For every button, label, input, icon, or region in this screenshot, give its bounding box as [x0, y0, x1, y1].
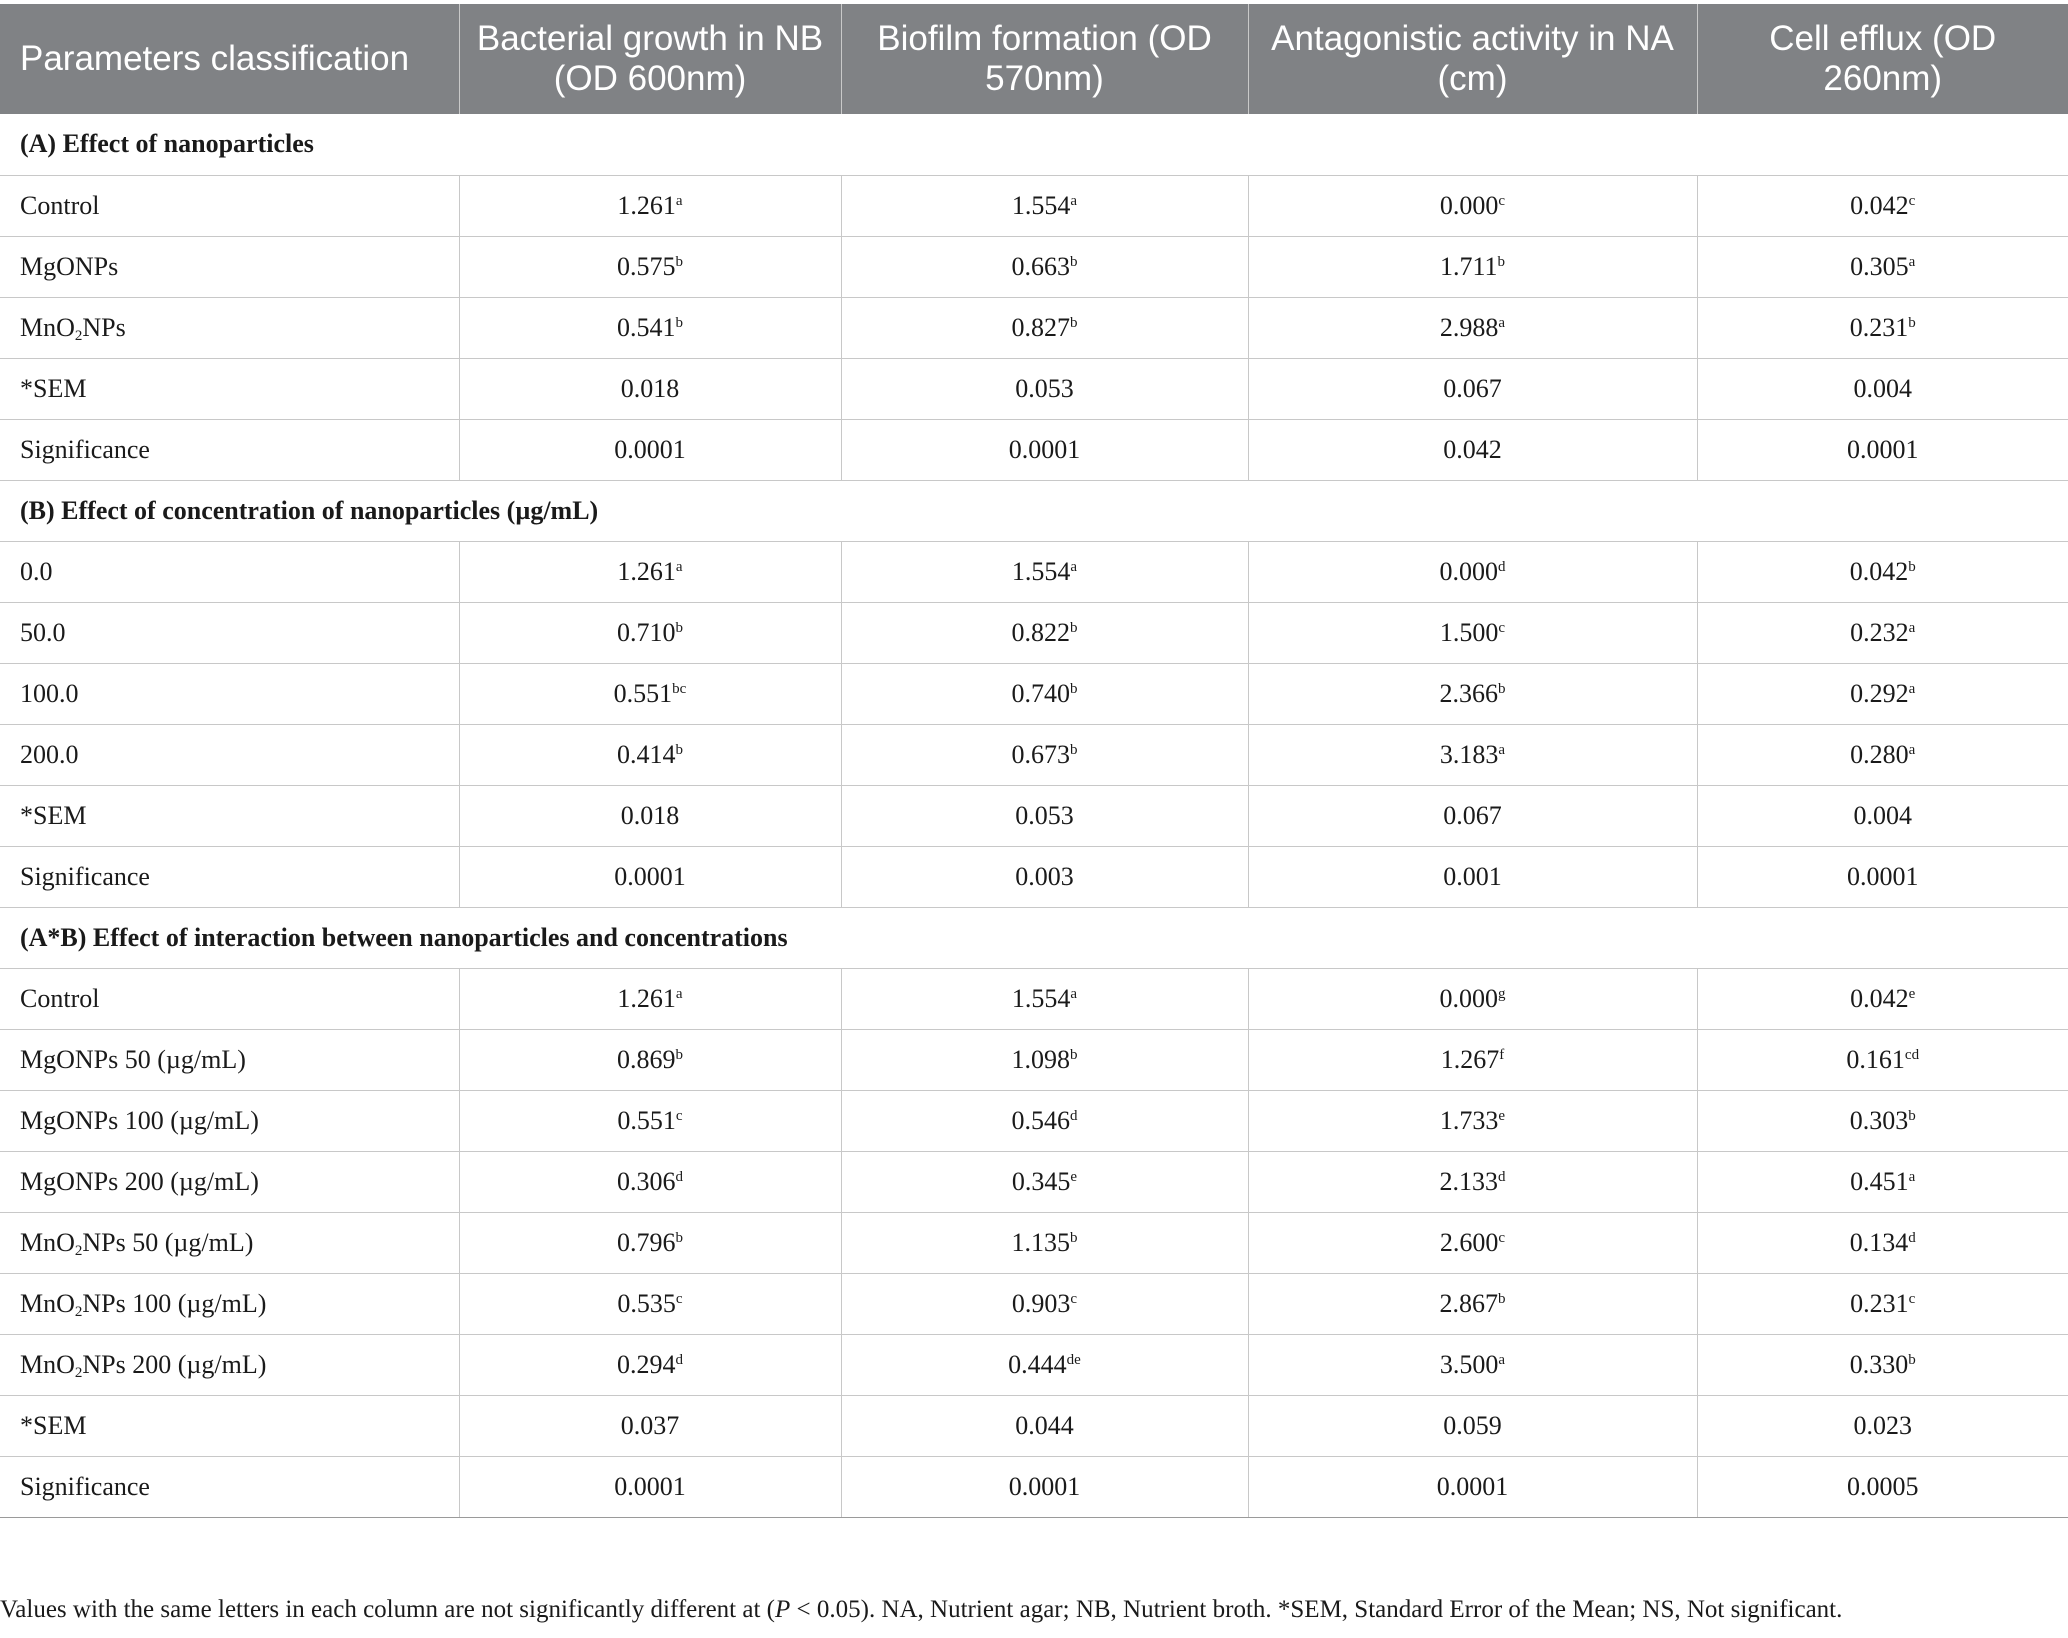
cell-value: 0.0001 [614, 861, 686, 891]
header-cell-efflux: Cell efflux (OD 260nm) [1697, 4, 2068, 114]
significance-letter: a [1498, 314, 1506, 331]
significance-letter: a [1070, 192, 1078, 209]
value-cell [841, 419, 1248, 480]
table-body [0, 114, 2068, 1517]
value-cell [1697, 1273, 2068, 1334]
cell-value: 0.001 [1443, 861, 1502, 891]
significance-letter: b [1908, 558, 1916, 575]
footnote-text-before: Values with the same letters in each column are not significantly different at ( [0, 1596, 775, 1623]
significance-letter: c [675, 1290, 683, 1307]
cell-value: 0.231 [1850, 1288, 1909, 1318]
cell-value: 0.827 [1011, 312, 1070, 342]
value-cell [1697, 602, 2068, 663]
table-row [0, 236, 2068, 297]
significance-letter: c [1908, 192, 1916, 209]
value-cell [1248, 541, 1697, 602]
cell-value: 1.098 [1011, 1044, 1070, 1074]
significance-letter: b [675, 741, 683, 758]
significance-letter: b [1498, 1290, 1506, 1307]
row-label [0, 1334, 459, 1395]
value-cell [841, 846, 1248, 907]
value-cell [1248, 358, 1697, 419]
value-cell [1697, 1334, 2068, 1395]
significance-letter: d [675, 1351, 683, 1368]
cell-value: 0.067 [1443, 800, 1502, 830]
cell-value: 0.663 [1011, 251, 1070, 281]
value-cell [1248, 419, 1697, 480]
cell-value: 0.231 [1849, 312, 1909, 342]
row-label-text: NPs [82, 312, 126, 342]
table-row [0, 1456, 2068, 1517]
cell-value: 0.673 [1011, 739, 1070, 769]
value-cell [1697, 1151, 2068, 1212]
value-cell [1248, 1334, 1697, 1395]
row-label: 0.0 [0, 541, 459, 602]
value-cell [459, 663, 841, 724]
significance-letter: a [675, 192, 683, 209]
row-label-text: MnO [20, 1349, 75, 1379]
value-cell [841, 663, 1248, 724]
value-cell [1697, 419, 2068, 480]
value-cell [459, 1029, 841, 1090]
row-label-subscript: 2 [74, 1364, 83, 1381]
section-title: (B) Effect of concentration of nanoparticles (µg/mL) [0, 480, 2068, 541]
cell-value: 0.710 [617, 617, 676, 647]
header-antagonistic: Antagonistic activity in NA (cm) [1248, 4, 1697, 114]
cell-value: 0.551 [617, 1105, 676, 1135]
cell-value: 1.135 [1011, 1227, 1070, 1257]
value-cell [459, 236, 841, 297]
table-row [0, 663, 2068, 724]
value-cell [841, 785, 1248, 846]
significance-letter: e [1908, 985, 1916, 1002]
row-label-text: NPs 100 (µg/mL) [82, 1288, 267, 1318]
significance-letter: b [1908, 314, 1916, 331]
cell-value: 0.280 [1850, 739, 1909, 769]
significance-letter: b [1498, 680, 1506, 697]
value-cell [1248, 968, 1697, 1029]
table-row [0, 1029, 2068, 1090]
significance-letter: a [1498, 1351, 1506, 1368]
row-label: MgONPs 50 (µg/mL) [0, 1029, 459, 1090]
value-cell [841, 358, 1248, 419]
row-label: MgONPs [0, 236, 459, 297]
row-label: *SEM [0, 785, 459, 846]
cell-value: 0.053 [1015, 373, 1074, 403]
significance-letter: b [1908, 1107, 1916, 1124]
cell-value: 0.0001 [1008, 434, 1081, 464]
value-cell [1248, 1029, 1697, 1090]
significance-letter: d [675, 1168, 683, 1185]
cell-value: 0.004 [1853, 373, 1912, 403]
significance-letter: b [1070, 314, 1078, 331]
value-cell [841, 724, 1248, 785]
table-row [0, 1395, 2068, 1456]
significance-letter: bc [672, 680, 687, 697]
table-row [0, 602, 2068, 663]
row-label: 200.0 [0, 724, 459, 785]
row-label: Control [0, 968, 459, 1029]
cell-value: 1.261 [617, 556, 676, 586]
cell-value: 0.451 [1850, 1166, 1909, 1196]
cell-value: 1.711 [1439, 251, 1498, 281]
cell-value: 0.0001 [1847, 861, 1919, 891]
cell-value: 0.134 [1849, 1227, 1909, 1257]
value-cell [459, 541, 841, 602]
value-cell [841, 1090, 1248, 1151]
significance-letter: d [1498, 1168, 1506, 1185]
value-cell [1248, 846, 1697, 907]
significance-letter: d [1070, 1107, 1078, 1124]
significance-letter: b [1908, 1351, 1916, 1368]
table-row [0, 1151, 2068, 1212]
row-label: Significance [0, 846, 459, 907]
value-cell [459, 785, 841, 846]
cell-value: 0.305 [1850, 251, 1909, 281]
value-cell [1697, 785, 2068, 846]
row-label: MgONPs 100 (µg/mL) [0, 1090, 459, 1151]
cell-value: 0.042 [1849, 556, 1909, 586]
cell-value: 3.183 [1439, 739, 1499, 769]
cell-value: 0.822 [1011, 617, 1070, 647]
cell-value: 0.0001 [1847, 434, 1919, 464]
cell-value: 0.796 [617, 1227, 676, 1257]
value-cell [459, 1212, 841, 1273]
value-cell [1248, 602, 1697, 663]
value-cell [459, 419, 841, 480]
cell-value: 0.546 [1011, 1105, 1070, 1135]
header-row [0, 4, 2068, 114]
significance-letter: a [1908, 1168, 1916, 1185]
table-row [0, 846, 2068, 907]
significance-letter: b [675, 1046, 683, 1063]
significance-letter: b [1070, 619, 1078, 636]
cell-value: 0.345 [1011, 1166, 1071, 1196]
value-cell [1248, 663, 1697, 724]
cell-value: 2.366 [1439, 678, 1498, 708]
results-table [0, 4, 2068, 1518]
section-row [0, 907, 2068, 968]
value-cell [841, 1273, 1248, 1334]
value-cell [459, 1334, 841, 1395]
value-cell [1697, 297, 2068, 358]
significance-letter: c [1498, 1229, 1506, 1246]
significance-letter: a [1498, 741, 1506, 758]
table-row [0, 358, 2068, 419]
cell-value: 0.023 [1853, 1410, 1912, 1440]
table-row [0, 1090, 2068, 1151]
row-label-subscript: 2 [74, 1303, 83, 1320]
row-label: Significance [0, 419, 459, 480]
cell-value: 0.232 [1850, 617, 1909, 647]
row-label: Significance [0, 1456, 459, 1517]
cell-value: 2.600 [1439, 1227, 1499, 1257]
row-label: *SEM [0, 1395, 459, 1456]
row-label [0, 1273, 459, 1334]
cell-value: 0.000 [1439, 556, 1498, 586]
cell-value: 0.044 [1015, 1410, 1074, 1440]
cell-value: 0.042 [1443, 434, 1502, 464]
value-cell [1248, 1456, 1697, 1517]
value-cell [1697, 1395, 2068, 1456]
significance-letter: c [1498, 619, 1506, 636]
cell-value: 0.0001 [614, 1471, 686, 1501]
table-row [0, 419, 2068, 480]
cell-value: 0.414 [617, 739, 676, 769]
value-cell [841, 1212, 1248, 1273]
value-cell [841, 541, 1248, 602]
value-cell [459, 1395, 841, 1456]
significance-letter: a [1908, 619, 1916, 636]
row-label-subscript: 2 [74, 327, 83, 344]
value-cell [459, 175, 841, 236]
significance-letter: e [1070, 1168, 1078, 1185]
cell-value: 0.869 [617, 1044, 676, 1074]
section-title: (A) Effect of nanoparticles [0, 114, 2068, 175]
significance-letter: b [675, 314, 683, 331]
significance-letter: f [1499, 1046, 1505, 1063]
value-cell [1248, 175, 1697, 236]
cell-value: 0.306 [617, 1166, 676, 1196]
value-cell [1697, 236, 2068, 297]
row-label: MgONPs 200 (µg/mL) [0, 1151, 459, 1212]
significance-letter: a [1908, 253, 1916, 270]
cell-value: 2.867 [1439, 1288, 1498, 1318]
significance-letter: b [675, 1229, 683, 1246]
footnote-p-symbol: P [774, 1596, 791, 1623]
value-cell [841, 968, 1248, 1029]
value-cell [1697, 1212, 2068, 1273]
value-cell [1248, 724, 1697, 785]
value-cell [1697, 358, 2068, 419]
row-label-text: MnO [20, 312, 75, 342]
cell-value: 0.018 [620, 800, 680, 830]
cell-value: 0.740 [1011, 678, 1070, 708]
cell-value: 1.554 [1011, 983, 1071, 1013]
row-label: *SEM [0, 358, 459, 419]
table-row [0, 785, 2068, 846]
significance-letter: c [1070, 1290, 1078, 1307]
value-cell [459, 297, 841, 358]
value-cell [841, 236, 1248, 297]
row-label [0, 1212, 459, 1273]
value-cell [1248, 236, 1697, 297]
value-cell [1697, 541, 2068, 602]
footnote-text-after: < 0.05). NA, Nutrient agar; NB, Nutrient broth. *SEM, Standard Error of the Mean; NS, Not significant. [790, 1596, 1843, 1623]
significance-letter: b [675, 619, 683, 636]
section-title: (A*B) Effect of interaction between nanoparticles and concentrations [0, 907, 2068, 968]
value-cell [1697, 175, 2068, 236]
value-cell [459, 602, 841, 663]
value-cell [841, 1456, 1248, 1517]
table-row [0, 1273, 2068, 1334]
cell-value: 0.303 [1849, 1105, 1909, 1135]
significance-letter: c [1498, 192, 1506, 209]
header-bacterial-growth: Bacterial growth in NB (OD 600nm) [459, 4, 841, 114]
row-label-text: NPs 50 (µg/mL) [82, 1227, 254, 1257]
cell-value: 0.059 [1443, 1410, 1502, 1440]
significance-letter: a [675, 985, 683, 1002]
cell-value: 0.037 [620, 1410, 680, 1440]
cell-value: 0.042 [1850, 190, 1909, 220]
cell-value: 0.0001 [1008, 1471, 1081, 1501]
value-cell [841, 1029, 1248, 1090]
significance-letter: b [1070, 1229, 1078, 1246]
value-cell [1697, 1090, 2068, 1151]
significance-letter: e [1498, 1107, 1506, 1124]
value-cell [459, 1151, 841, 1212]
value-cell [459, 1273, 841, 1334]
cell-value: 0.161 [1846, 1044, 1905, 1074]
row-label-text: MnO [20, 1227, 75, 1257]
table-row [0, 1212, 2068, 1273]
significance-letter: c [675, 1107, 683, 1124]
cell-value: 0.292 [1850, 678, 1909, 708]
significance-letter: a [1070, 985, 1078, 1002]
cell-value: 0.551 [613, 678, 673, 708]
significance-letter: b [1070, 680, 1078, 697]
value-cell [1248, 1395, 1697, 1456]
cell-value: 0.541 [617, 312, 676, 342]
value-cell [841, 1334, 1248, 1395]
significance-letter: b [1070, 253, 1078, 270]
significance-letter: b [1497, 253, 1506, 270]
value-cell [459, 846, 841, 907]
table-header [0, 4, 2068, 114]
cell-value: 0.0001 [1436, 1471, 1509, 1501]
row-label [0, 297, 459, 358]
value-cell [1697, 846, 2068, 907]
cell-value: 0.575 [617, 251, 676, 281]
cell-value: 1.554 [1011, 190, 1071, 220]
cell-value: 3.500 [1439, 1349, 1499, 1379]
significance-letter: d [1908, 1229, 1916, 1246]
cell-value: 0.000 [1439, 983, 1498, 1013]
table-row [0, 297, 2068, 358]
cell-value: 0.000 [1439, 190, 1499, 220]
row-label-subscript: 2 [74, 1242, 83, 1259]
significance-letter: a [675, 558, 683, 575]
cell-value: 0.903 [1011, 1288, 1071, 1318]
section-row [0, 114, 2068, 175]
table-row [0, 541, 2068, 602]
cell-value: 0.444 [1008, 1349, 1067, 1379]
value-cell [1697, 1029, 2068, 1090]
value-cell [1248, 1090, 1697, 1151]
value-cell [841, 1151, 1248, 1212]
significance-letter: a [1908, 741, 1916, 758]
cell-value: 1.267 [1440, 1044, 1500, 1074]
significance-letter: b [675, 253, 683, 270]
cell-value: 0.018 [620, 373, 680, 403]
row-label-text: MnO [20, 1288, 75, 1318]
significance-letter: a [1908, 680, 1916, 697]
row-label: 100.0 [0, 663, 459, 724]
cell-value: 1.733 [1439, 1105, 1499, 1135]
cell-value: 1.554 [1011, 556, 1071, 586]
cell-value: 0.0001 [614, 434, 686, 464]
value-cell [459, 358, 841, 419]
value-cell [1697, 968, 2068, 1029]
significance-letter: d [1498, 558, 1506, 575]
cell-value: 0.0005 [1847, 1471, 1919, 1501]
table-row [0, 175, 2068, 236]
value-cell [459, 724, 841, 785]
row-label: Control [0, 175, 459, 236]
cell-value: 0.053 [1015, 800, 1074, 830]
table-footnote [0, 1596, 2068, 1624]
value-cell [1248, 1151, 1697, 1212]
significance-letter: a [1070, 558, 1078, 575]
cell-value: 0.042 [1850, 983, 1909, 1013]
cell-value: 1.261 [617, 983, 676, 1013]
value-cell [841, 175, 1248, 236]
significance-letter: b [1070, 741, 1078, 758]
table-row [0, 724, 2068, 785]
cell-value: 2.133 [1439, 1166, 1498, 1196]
value-cell [1697, 724, 2068, 785]
cell-value: 0.067 [1443, 373, 1502, 403]
row-label-text: NPs 200 (µg/mL) [82, 1349, 267, 1379]
value-cell [1248, 1212, 1697, 1273]
significance-letter: g [1498, 985, 1506, 1002]
table-row [0, 968, 2068, 1029]
significance-letter: c [1908, 1290, 1916, 1307]
cell-value: 1.261 [617, 190, 676, 220]
cell-value: 0.535 [617, 1288, 676, 1318]
row-label: 50.0 [0, 602, 459, 663]
cell-value: 0.330 [1849, 1349, 1909, 1379]
cell-value: 1.500 [1439, 617, 1499, 647]
value-cell [459, 1456, 841, 1517]
significance-letter: cd [1904, 1046, 1920, 1063]
value-cell [841, 1395, 1248, 1456]
value-cell [459, 1090, 841, 1151]
table-row [0, 1334, 2068, 1395]
cell-value: 0.004 [1853, 800, 1912, 830]
value-cell [1697, 1456, 2068, 1517]
cell-value: 2.988 [1439, 312, 1499, 342]
cell-value: 0.003 [1015, 861, 1074, 891]
section-row [0, 480, 2068, 541]
value-cell [1248, 297, 1697, 358]
header-biofilm: Biofilm formation (OD 570nm) [841, 4, 1248, 114]
value-cell [459, 968, 841, 1029]
significance-letter: de [1066, 1351, 1081, 1368]
value-cell [1697, 663, 2068, 724]
cell-value: 0.294 [617, 1349, 676, 1379]
value-cell [1248, 1273, 1697, 1334]
value-cell [841, 297, 1248, 358]
header-parameters: Parameters classification [0, 4, 459, 114]
value-cell [1248, 785, 1697, 846]
value-cell [841, 602, 1248, 663]
significance-letter: b [1070, 1046, 1078, 1063]
